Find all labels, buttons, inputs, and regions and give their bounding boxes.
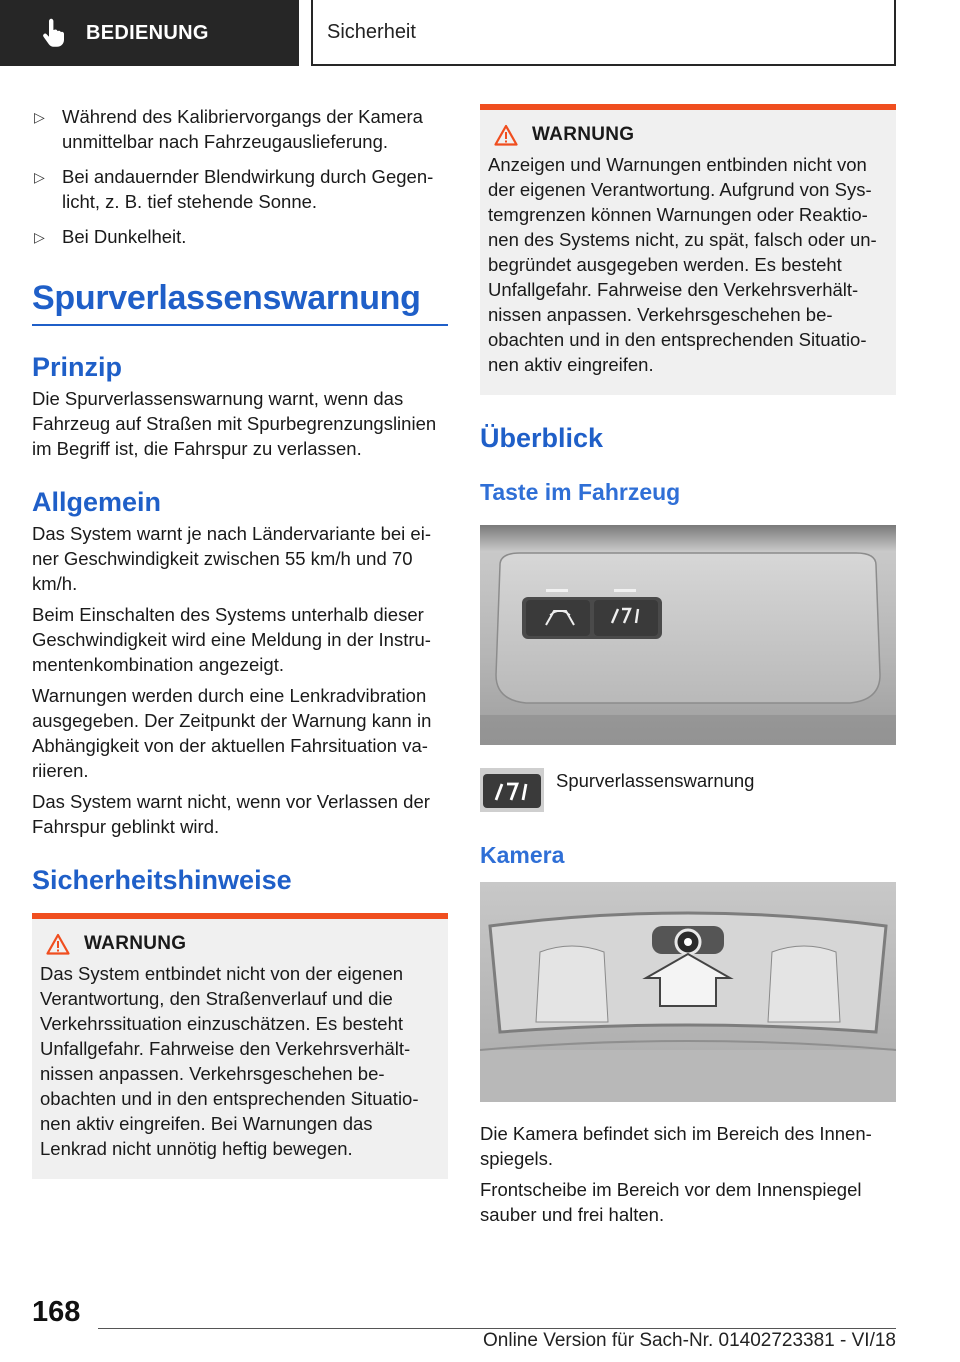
section-label: BEDIENUNG [86,21,209,44]
safety-heading: Sicherheitshinweise [32,865,292,895]
triangle-bullet-icon: ▷ [34,229,45,245]
general-paragraph-2: Beim Einschalten des Systems unterhalb dieser Geschwindigkeit wird eine Meldung in der Instru- mentenkombination angezeigt. [32,604,431,675]
button-caption: Spurverlassenswarnung [556,770,755,791]
principle-text: Die Spurverlassenswarnung warnt, wenn das Fahrzeug auf Straßen mit Spurbegrenzungslinien im Begriff ist, die Fahrspur zu verlassen. [32,388,437,459]
warning-triangle-icon [494,124,518,146]
camera-heading: Kamera [480,842,565,868]
general-paragraph-3: Warnungen werden durch eine Lenkradvibration ausgegeben. Der Zeitpunkt der Warnung kann in Abhängigkeit von der aktuellen Fahrsituation va- riieren. [32,685,432,781]
general-paragraph-1: Das System warnt je nach Ländervariante bei ei- ner Geschwindigkeit zwischen 55 km/h und 70 km/h. [32,523,431,594]
lane-departure-button-icon [480,768,544,812]
warning-text: Anzeigen und Warnungen entbinden nicht von der eigenen Verantwortung. Aufgrund von Sys- temgrenzen können Warnungen oder Reaktio- nen des Systems nicht, zu spät, falsch oder un- begründet ausgegeben werden. Es besteht Unfallgefahr. Fahrweise den Verkehrsverhält- nissen anpassen. Verkehrsgeschehen be- obachten und in den entsprechenden Situatio- nen aktiv eingreifen. [488,154,877,375]
triangle-bullet-icon: ▷ [34,169,45,185]
page-header [0,0,960,66]
footer-text: Online Version für Sach-Nr. 01402723381 - VI/18 [483,1330,896,1351]
warning-box [32,913,448,1179]
warning-label: WARNUNG [532,124,635,145]
camera-paragraph-1: Die Kamera befindet sich im Bereich des Innen- spiegels. [480,1123,872,1169]
camera-location-image [480,882,896,1102]
hand-pointer-icon [40,18,66,48]
warning-triangle-icon [46,933,70,955]
principle-heading: Prinzip [32,352,123,382]
right-column [480,100,896,1227]
warning-text: Das System entbindet nicht von der eigenen Verantwortung, den Straßenverlauf und die Verkehrssituation einzuschätzen. Es besteht Unfallgefahr. Fahrweise den Verkehrsverhält- nissen anpassen. Verkehrsgeschehen be- obachten und in den entsprechenden Situatio- nen aktiv eingreifen. Bei Warnungen das Lenkrad nicht unnötig heftig bewegen. [40,963,419,1159]
button-caption-row [480,768,896,812]
chapter-tab [311,0,896,66]
list-item: ▷ Während des Kalibriervorgangs der Kamera unmittelbar nach Fahrzeugauslieferung. [34,106,423,152]
general-paragraph-4: Das System warnt nicht, wenn vor Verlassen der Fahrspur geblinkt wird. [32,791,430,837]
camera-paragraph-2: Frontscheibe im Bereich vor dem Innenspiegel sauber und frei halten. [480,1179,862,1225]
list-item: ▷ Bei andauernder Blendwirkung durch Gegen- licht, z. B. tief stehende Sonne. [34,166,434,212]
left-column [32,100,448,1179]
footer-divider [98,1328,896,1329]
button-heading: Taste im Fahrzeug [480,479,681,505]
warning-title [494,124,888,146]
main-title: Spurverlassenswarnung [32,279,448,326]
vehicle-button-image [480,525,896,745]
warning-title [46,933,440,955]
section-tab [0,0,299,66]
general-heading: Allgemein [32,487,162,517]
overview-heading: Überblick [480,423,604,453]
triangle-bullet-icon: ▷ [34,109,45,125]
list-item: ▷ Bei Dunkelheit. [32,224,448,249]
warning-box [480,104,896,395]
page-number: 168 [32,1296,81,1328]
warning-label: WARNUNG [84,933,187,954]
bullet-list [32,104,448,249]
chapter-label: Sicherheit [327,20,416,43]
